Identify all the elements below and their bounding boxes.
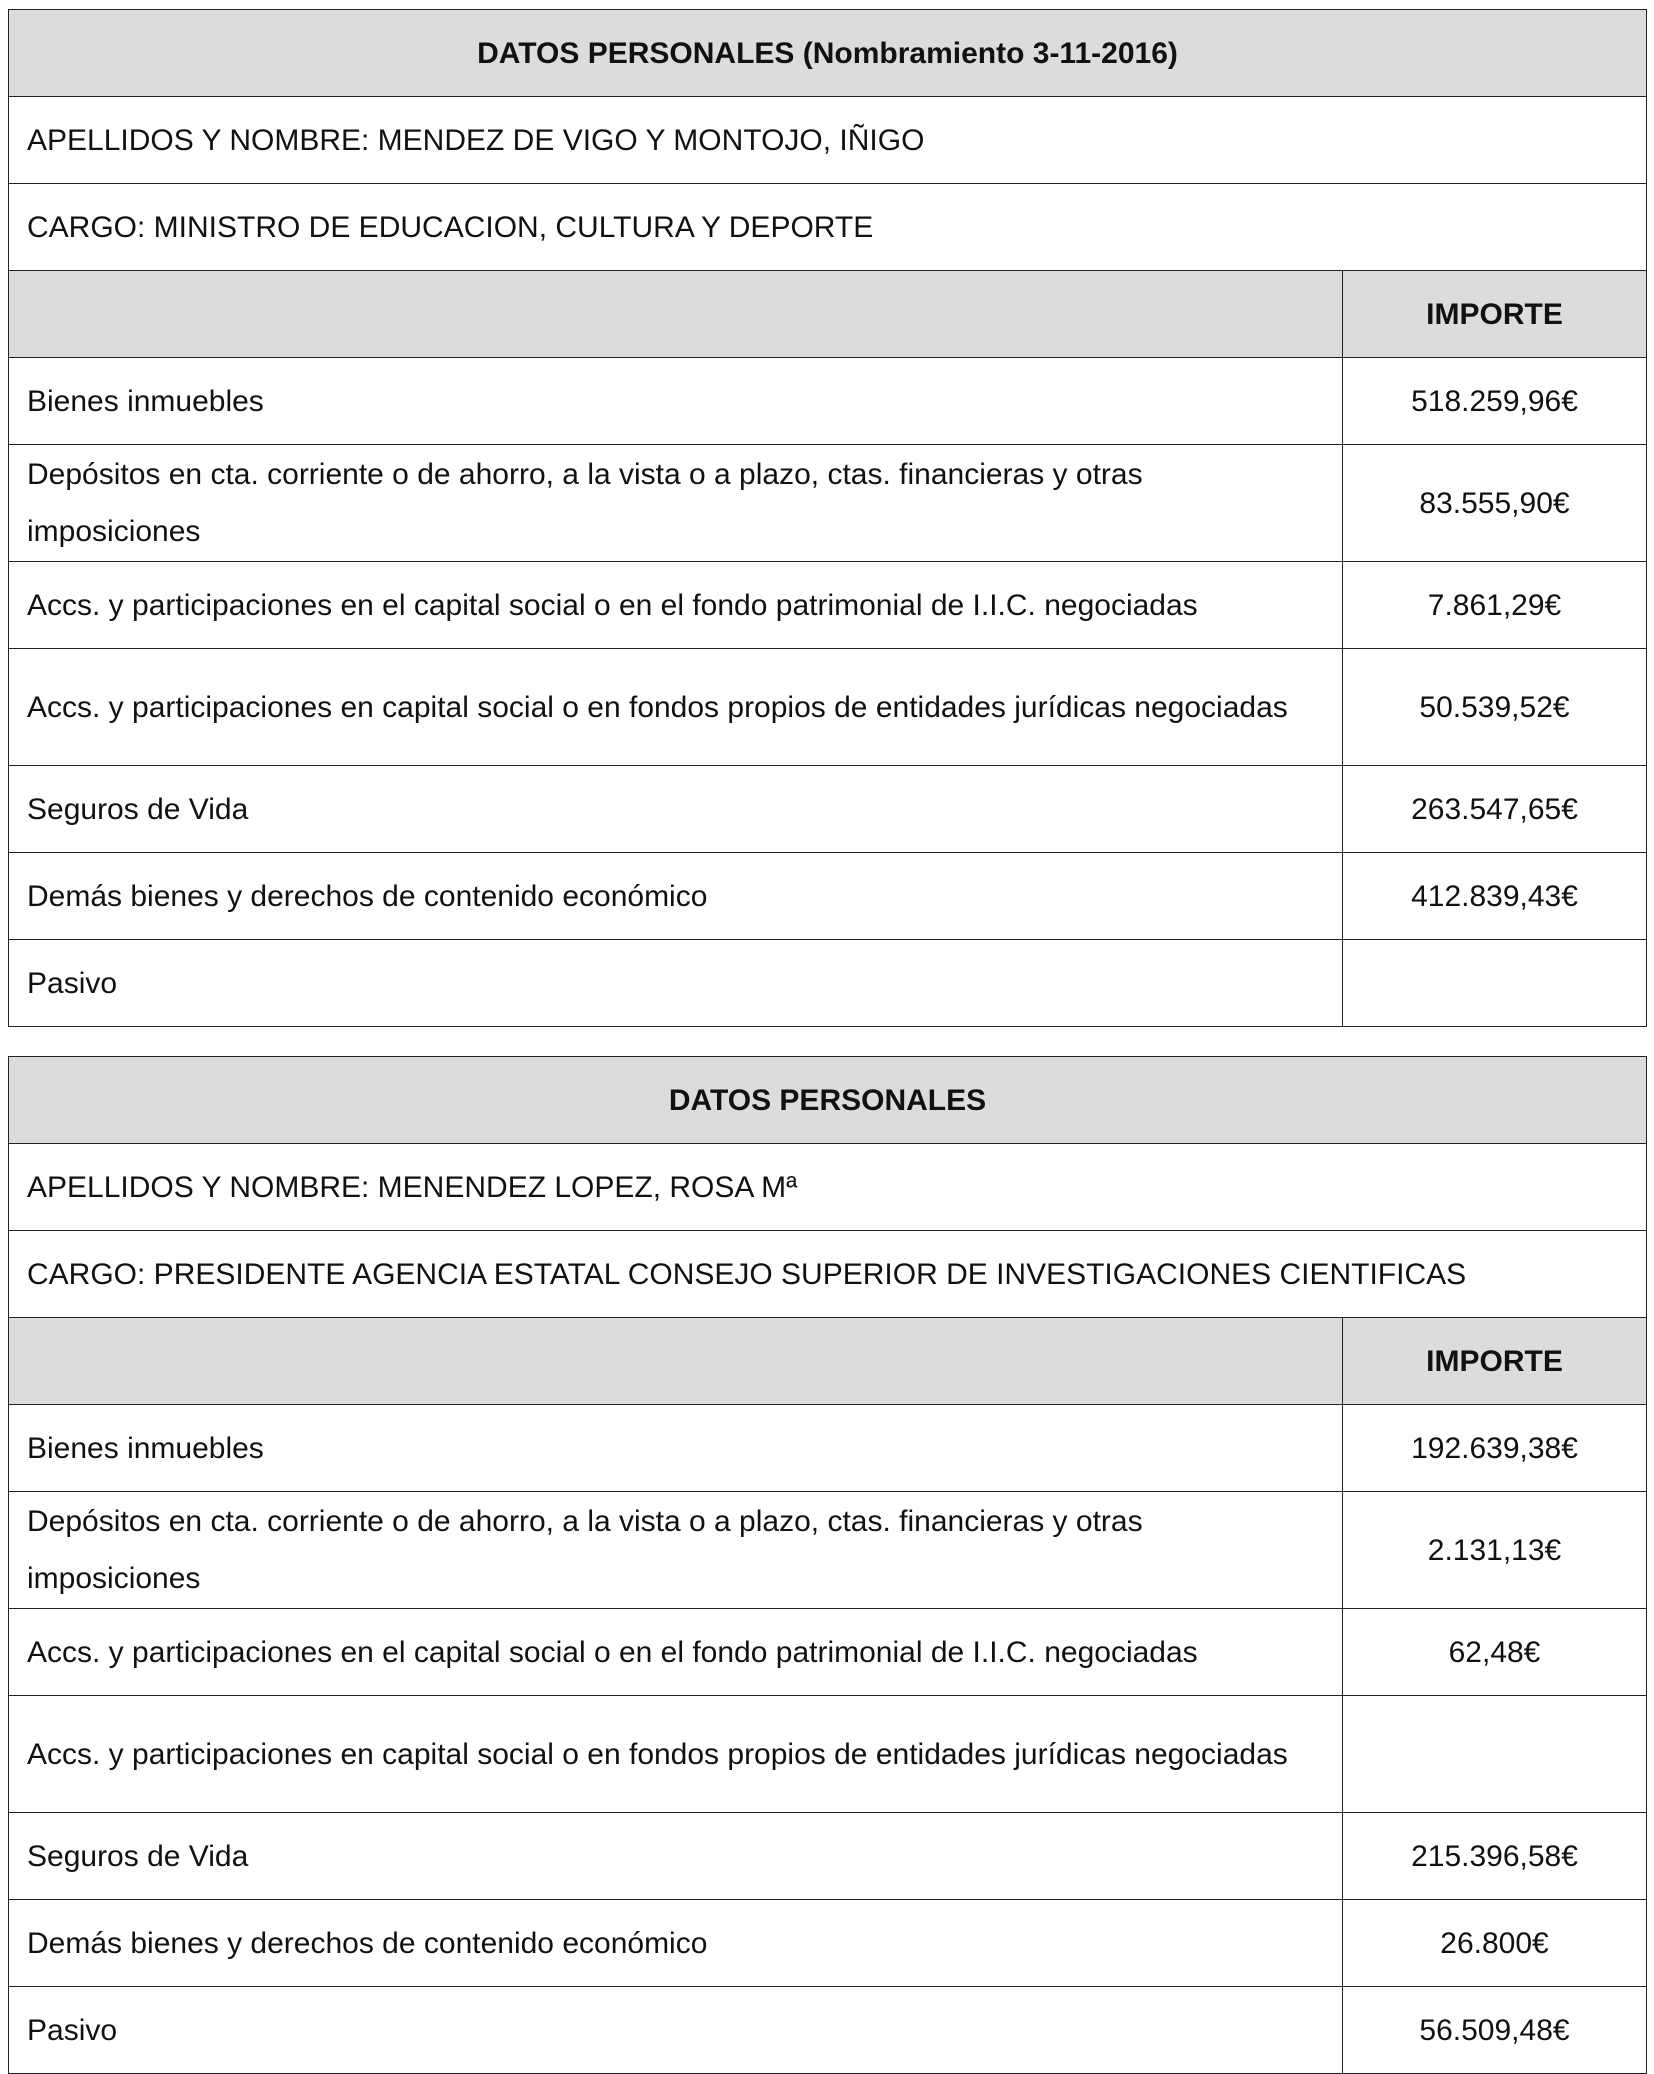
name-line: APELLIDOS Y NOMBRE: MENENDEZ LOPEZ, ROSA Mª xyxy=(9,1144,1647,1231)
section-header: DATOS PERSONALES xyxy=(9,1057,1647,1144)
table-row xyxy=(9,1813,1647,1900)
section-header: DATOS PERSONALES (Nombramiento 3-11-2016) xyxy=(9,10,1647,97)
row-value: 215.396,58€ xyxy=(1343,1813,1647,1900)
cargo-line: CARGO: MINISTRO DE EDUCACION, CULTURA Y DEPORTE xyxy=(9,184,1647,271)
table-row xyxy=(9,445,1647,562)
row-label: Seguros de Vida xyxy=(9,766,1343,853)
name-line: APELLIDOS Y NOMBRE: MENDEZ DE VIGO Y MONTOJO, IÑIGO xyxy=(9,97,1647,184)
importe-header: IMPORTE xyxy=(1343,271,1647,358)
row-value xyxy=(1343,940,1647,1027)
row-label: Pasivo xyxy=(9,940,1343,1027)
row-label: Demás bienes y derechos de contenido económico xyxy=(9,1900,1343,1987)
table-row xyxy=(9,358,1647,445)
row-value: 2.131,13€ xyxy=(1343,1492,1647,1609)
row-value: 83.555,90€ xyxy=(1343,445,1647,562)
row-label: Depósitos en cta. corriente o de ahorro, a la vista o a plazo, ctas. financieras y otras imposiciones xyxy=(9,445,1343,562)
row-value: 263.547,65€ xyxy=(1343,766,1647,853)
row-value: 412.839,43€ xyxy=(1343,853,1647,940)
row-value: 192.639,38€ xyxy=(1343,1405,1647,1492)
row-value: 50.539,52€ xyxy=(1343,649,1647,766)
row-label: Pasivo xyxy=(9,1987,1343,2074)
declaration-table-1 xyxy=(8,9,1647,1027)
row-label: Accs. y participaciones en el capital social o en el fondo patrimonial de I.I.C. negociadas xyxy=(9,562,1343,649)
label-column-header xyxy=(9,271,1343,358)
table-row xyxy=(9,766,1647,853)
row-value: 7.861,29€ xyxy=(1343,562,1647,649)
label-column-header xyxy=(9,1318,1343,1405)
table-row xyxy=(9,940,1647,1027)
row-value: 518.259,96€ xyxy=(1343,358,1647,445)
row-label: Accs. y participaciones en capital social o en fondos propios de entidades jurídicas negociadas xyxy=(9,649,1343,766)
table-row xyxy=(9,1492,1647,1609)
importe-header: IMPORTE xyxy=(1343,1318,1647,1405)
row-value xyxy=(1343,1696,1647,1813)
table-row xyxy=(9,562,1647,649)
table-row xyxy=(9,1987,1647,2074)
table-row xyxy=(9,1696,1647,1813)
table-row xyxy=(9,853,1647,940)
table-row xyxy=(9,1609,1647,1696)
row-label: Accs. y participaciones en el capital social o en el fondo patrimonial de I.I.C. negociadas xyxy=(9,1609,1343,1696)
row-label: Accs. y participaciones en capital social o en fondos propios de entidades jurídicas negociadas xyxy=(9,1696,1343,1813)
row-label: Seguros de Vida xyxy=(9,1813,1343,1900)
declaration-table-2 xyxy=(8,1056,1647,2074)
table-row xyxy=(9,1900,1647,1987)
row-value: 26.800€ xyxy=(1343,1900,1647,1987)
table-row xyxy=(9,649,1647,766)
row-label: Bienes inmuebles xyxy=(9,358,1343,445)
row-value: 56.509,48€ xyxy=(1343,1987,1647,2074)
cargo-line: CARGO: PRESIDENTE AGENCIA ESTATAL CONSEJO SUPERIOR DE INVESTIGACIONES CIENTIFICAS xyxy=(9,1231,1647,1318)
row-value: 62,48€ xyxy=(1343,1609,1647,1696)
row-label: Bienes inmuebles xyxy=(9,1405,1343,1492)
row-label: Depósitos en cta. corriente o de ahorro, a la vista o a plazo, ctas. financieras y otras imposiciones xyxy=(9,1492,1343,1609)
table-row xyxy=(9,1405,1647,1492)
row-label: Demás bienes y derechos de contenido económico xyxy=(9,853,1343,940)
